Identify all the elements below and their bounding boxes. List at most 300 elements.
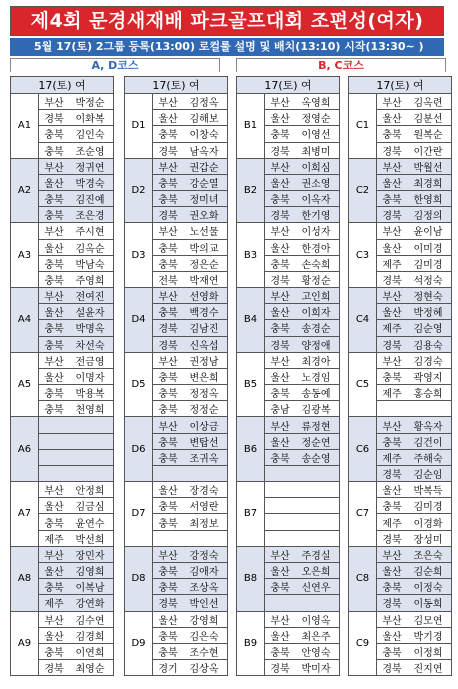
player-row <box>377 240 451 256</box>
player-row <box>153 547 227 563</box>
player-region: 충북 <box>158 647 178 659</box>
player-name: 이창숙 <box>189 130 219 142</box>
player-row <box>153 385 227 401</box>
player-region: 부산 <box>382 421 402 433</box>
player-name: 이정희 <box>413 647 443 659</box>
player-name: 김정의 <box>413 211 443 223</box>
player-name: 김건이 <box>413 437 443 449</box>
player-row <box>153 191 227 207</box>
player-name: 조순영 <box>75 146 105 158</box>
player-region: 경북 <box>270 664 290 676</box>
player-row <box>377 531 451 546</box>
player-region: 충북 <box>44 389 64 401</box>
player-name: 선영화 <box>189 292 219 304</box>
player-name: 이상금 <box>189 421 219 433</box>
player-name: 권소영 <box>301 178 331 190</box>
player-row <box>377 353 451 369</box>
player-row <box>153 320 227 336</box>
player-name: 김옥순 <box>75 243 105 255</box>
player-row <box>377 612 451 628</box>
player-region: 제주 <box>44 599 64 611</box>
player-name: 김모연 <box>413 615 443 627</box>
player-name: 박정혜 <box>413 308 443 320</box>
group-name: C7 <box>349 482 377 546</box>
player-region: 충북 <box>270 389 290 401</box>
player-region: 부산 <box>270 98 290 110</box>
player-name: 최영순 <box>75 664 105 676</box>
player-name: 손숙희 <box>301 259 331 271</box>
player-row <box>377 175 451 191</box>
group-block <box>10 482 114 547</box>
player-row <box>153 660 227 675</box>
group-name: D1 <box>125 94 153 158</box>
player-row <box>153 126 227 142</box>
player-region: 부산 <box>270 162 290 174</box>
player-row <box>377 482 451 498</box>
player-name: 노선물 <box>189 227 219 239</box>
player-region: 제주 <box>44 534 64 546</box>
player-row <box>153 595 227 610</box>
player-row <box>377 579 451 595</box>
player-region: 충북 <box>270 453 290 465</box>
player-region: 충북 <box>158 583 178 595</box>
player-row <box>39 466 113 481</box>
player-name: 남옥자 <box>189 146 219 158</box>
player-region: 울산 <box>44 631 64 643</box>
group-block <box>124 417 228 482</box>
player-row <box>153 417 227 433</box>
group-block <box>10 223 114 288</box>
group-block <box>124 223 228 288</box>
player-region: 충북 <box>158 373 178 384</box>
player-row <box>39 256 113 272</box>
player-name: 이명자 <box>75 373 105 384</box>
group-block <box>348 547 452 612</box>
player-name: 박명옥 <box>75 324 105 336</box>
player-name: 김분선 <box>413 114 443 126</box>
player-row <box>377 417 451 433</box>
group-block <box>124 94 228 159</box>
player-region: 부산 <box>382 98 402 110</box>
group-name: B3 <box>237 223 265 287</box>
player-name: 윤연수 <box>75 518 105 530</box>
player-row <box>153 628 227 644</box>
player-row <box>265 644 339 660</box>
group-name: A5 <box>11 353 39 417</box>
player-name: 노경임 <box>301 373 331 384</box>
player-name: 천영희 <box>75 405 105 417</box>
player-region: 충북 <box>382 502 402 514</box>
player-row <box>39 401 113 416</box>
player-row <box>153 207 227 222</box>
player-name: 정순연 <box>301 437 331 449</box>
player-name: 최병미 <box>301 146 331 158</box>
player-region: 경북 <box>44 114 64 126</box>
group-column <box>348 76 452 676</box>
player-row <box>39 660 113 675</box>
player-name: 김경숙 <box>413 356 443 368</box>
column-header: 17(토) 여 <box>348 76 452 94</box>
player-row <box>39 207 113 222</box>
player-row <box>265 304 339 320</box>
player-name: 주영희 <box>75 275 105 287</box>
player-name: 김해보 <box>189 114 219 126</box>
player-region: 충북 <box>382 437 402 449</box>
player-row <box>153 94 227 110</box>
group-block <box>10 159 114 224</box>
player-name: 전여진 <box>75 292 105 304</box>
group-name: C4 <box>349 288 377 352</box>
player-region: 부산 <box>382 615 402 627</box>
player-row <box>377 159 451 175</box>
player-region: 부산 <box>270 227 290 239</box>
group-block <box>348 288 452 353</box>
player-name: 권오화 <box>189 211 219 223</box>
group-name: D5 <box>125 353 153 417</box>
player-name: 최경아 <box>301 356 331 368</box>
player-region: 부산 <box>158 356 178 368</box>
player-row <box>153 353 227 369</box>
player-region: 충북 <box>158 243 178 255</box>
group-block <box>236 94 340 159</box>
group-block <box>10 353 114 418</box>
player-region: 울산 <box>44 373 64 384</box>
player-row <box>265 191 339 207</box>
player-name: 변은희 <box>189 373 219 384</box>
player-region: 부산 <box>44 162 64 174</box>
player-name: 이영선 <box>301 130 331 142</box>
player-region: 부산 <box>158 162 178 174</box>
player-row <box>265 434 339 450</box>
player-name: 송동예 <box>301 389 331 401</box>
player-region: 경북 <box>270 275 290 287</box>
player-region: 경북 <box>382 534 402 546</box>
player-region: 충북 <box>270 195 290 207</box>
player-name: 한영희 <box>413 195 443 207</box>
player-name: 조상옥 <box>189 583 219 595</box>
player-region: 울산 <box>158 615 178 627</box>
group-name: C3 <box>349 223 377 287</box>
player-row <box>265 563 339 579</box>
group-block <box>236 547 340 612</box>
player-region: 울산 <box>158 486 178 498</box>
player-name: 한경아 <box>301 243 331 255</box>
player-name: 권정남 <box>189 356 219 368</box>
player-row <box>39 531 113 546</box>
player-row <box>39 191 113 207</box>
player-region: 부산 <box>382 356 402 368</box>
player-row <box>265 401 339 416</box>
player-region: 충북 <box>44 583 64 595</box>
group-block <box>236 288 340 353</box>
player-region: 부산 <box>44 486 64 498</box>
group-block <box>348 417 452 482</box>
player-row <box>153 369 227 385</box>
group-name: A7 <box>11 482 39 546</box>
player-name: 박재연 <box>189 275 219 287</box>
player-name: 박기경 <box>413 631 443 643</box>
player-row <box>153 498 227 514</box>
player-name: 이옥자 <box>301 195 331 207</box>
player-name: 한기영 <box>301 211 331 223</box>
player-name: 이경화 <box>413 518 443 530</box>
player-row <box>265 450 339 466</box>
player-row <box>153 644 227 660</box>
player-region: 울산 <box>382 486 402 498</box>
player-row <box>153 401 227 416</box>
player-row <box>377 369 451 385</box>
player-row <box>39 547 113 563</box>
player-row <box>377 660 451 675</box>
player-row <box>265 110 339 126</box>
player-row <box>265 320 339 336</box>
group-name: A1 <box>11 94 39 158</box>
player-region: 충북 <box>44 259 64 271</box>
group-name: B7 <box>237 482 265 546</box>
player-name: 옥영희 <box>301 98 331 110</box>
player-region: 충북 <box>158 405 178 417</box>
group-name: B1 <box>237 94 265 158</box>
player-name: 박용복 <box>75 389 105 401</box>
group-block <box>348 94 452 159</box>
player-region: 울산 <box>382 178 402 190</box>
player-name: 고인희 <box>301 292 331 304</box>
player-region: 경북 <box>382 470 402 482</box>
group-block <box>236 353 340 418</box>
player-row <box>39 288 113 304</box>
player-row <box>39 272 113 287</box>
page-title: 제4회 문경새재배 파크골프대회 조편성(여자) <box>10 6 444 36</box>
player-row <box>39 579 113 595</box>
player-region: 충북 <box>44 195 64 207</box>
player-name: 김미경 <box>413 259 443 271</box>
player-row <box>39 514 113 530</box>
group-block <box>348 159 452 224</box>
player-row <box>265 660 339 675</box>
player-name: 신연우 <box>301 583 331 595</box>
player-row <box>265 126 339 142</box>
player-row <box>39 612 113 628</box>
player-region: 충북 <box>382 583 402 595</box>
player-name: 박경숙 <box>75 178 105 190</box>
player-name: 김순영 <box>413 324 443 336</box>
group-name: C9 <box>349 612 377 676</box>
player-region: 부산 <box>270 292 290 304</box>
player-region: 충북 <box>158 453 178 465</box>
player-row <box>265 94 339 110</box>
player-region: 충북 <box>382 130 402 142</box>
player-region: 부산 <box>44 615 64 627</box>
player-row <box>377 272 451 287</box>
player-name: 주시현 <box>75 227 105 239</box>
player-row <box>265 385 339 401</box>
group-name: D6 <box>125 417 153 481</box>
group-name: A2 <box>11 159 39 223</box>
player-region: 울산 <box>270 178 290 190</box>
player-name: 박의교 <box>189 243 219 255</box>
player-row <box>153 256 227 272</box>
player-name: 홍승희 <box>413 389 443 401</box>
player-name: 이정숙 <box>413 583 443 595</box>
player-region: 울산 <box>270 373 290 384</box>
player-name: 김옥련 <box>413 98 443 110</box>
player-name: 강정숙 <box>189 550 219 562</box>
player-row <box>153 272 227 287</box>
player-region: 부산 <box>158 227 178 239</box>
player-name: 김인숙 <box>75 130 105 142</box>
player-row <box>265 369 339 385</box>
player-region: 충북 <box>158 308 178 320</box>
group-block <box>124 288 228 353</box>
player-row <box>265 288 339 304</box>
player-name: 황정순 <box>301 275 331 287</box>
player-region: 충북 <box>382 195 402 207</box>
player-row <box>153 288 227 304</box>
group-name: C6 <box>349 417 377 481</box>
player-region: 울산 <box>44 567 64 579</box>
player-name: 이희자 <box>301 308 331 320</box>
player-row <box>265 175 339 191</box>
course-label-bc: B, C코스 <box>236 58 446 72</box>
player-row <box>153 450 227 466</box>
player-row <box>377 94 451 110</box>
player-region: 충북 <box>158 437 178 449</box>
group-block <box>236 482 340 547</box>
player-row <box>377 288 451 304</box>
group-block <box>348 612 452 677</box>
player-region: 울산 <box>44 178 64 190</box>
player-region: 경북 <box>158 146 178 158</box>
player-row <box>377 644 451 660</box>
player-name: 김진예 <box>75 195 105 207</box>
player-row <box>377 304 451 320</box>
column-header: 17(토) 여 <box>10 76 114 94</box>
player-row <box>153 223 227 239</box>
player-name: 송순영 <box>301 453 331 465</box>
schedule-banner: 5월 17(토) 2그룹 등록(13:00) 로컬룰 설명 및 배치(13:10) 시작(13:30~ ) <box>10 38 444 56</box>
player-row <box>265 579 339 595</box>
player-name: 원복순 <box>413 130 443 142</box>
player-row <box>377 450 451 466</box>
player-name: 박정순 <box>75 98 105 110</box>
player-row <box>377 256 451 272</box>
group-block <box>348 353 452 418</box>
player-region: 제주 <box>382 259 402 271</box>
group-block <box>124 612 228 677</box>
player-region: 경북 <box>382 275 402 287</box>
player-region: 부산 <box>158 421 178 433</box>
group-name: B9 <box>237 612 265 676</box>
player-region: 제주 <box>382 389 402 401</box>
player-row <box>377 223 451 239</box>
player-row <box>377 207 451 222</box>
player-name: 김수연 <box>75 615 105 627</box>
player-row <box>153 466 227 481</box>
player-name: 장경숙 <box>189 486 219 498</box>
player-region: 충북 <box>158 567 178 579</box>
player-row <box>265 337 339 352</box>
player-region: 부산 <box>382 162 402 174</box>
player-name: 강영희 <box>189 615 219 627</box>
player-region: 제주 <box>382 324 402 336</box>
player-row <box>265 353 339 369</box>
player-name: 박미자 <box>301 664 331 676</box>
player-row <box>265 159 339 175</box>
group-block <box>236 223 340 288</box>
player-region: 충북 <box>270 324 290 336</box>
player-name: 장민자 <box>75 550 105 562</box>
group-name: B6 <box>237 417 265 481</box>
player-row <box>265 482 339 498</box>
player-name: 정정순 <box>189 405 219 417</box>
group-name: C1 <box>349 94 377 158</box>
player-row <box>153 240 227 256</box>
course-label-ad: A, D코스 <box>10 58 220 72</box>
group-block <box>348 482 452 547</box>
player-row <box>265 595 339 610</box>
player-name: 김순임 <box>413 470 443 482</box>
player-name: 김정옥 <box>189 98 219 110</box>
player-row <box>39 434 113 450</box>
player-row <box>153 159 227 175</box>
player-name: 김광복 <box>301 405 331 417</box>
player-region: 부산 <box>382 227 402 239</box>
player-region: 경북 <box>382 599 402 611</box>
player-row <box>265 547 339 563</box>
player-name: 차선숙 <box>75 340 105 352</box>
player-name: 정영순 <box>301 114 331 126</box>
player-name: 김경희 <box>75 631 105 643</box>
player-name: 서영란 <box>189 502 219 514</box>
group-name: A8 <box>11 547 39 611</box>
player-region: 부산 <box>270 550 290 562</box>
player-row <box>377 385 451 401</box>
player-region: 울산 <box>382 567 402 579</box>
player-row <box>39 417 113 433</box>
player-name: 안영숙 <box>301 647 331 659</box>
group-name: D4 <box>125 288 153 352</box>
group-block <box>236 417 340 482</box>
group-column <box>236 76 340 676</box>
player-region: 경북 <box>158 324 178 336</box>
player-region: 부산 <box>44 356 64 368</box>
player-row <box>39 353 113 369</box>
group-block <box>348 223 452 288</box>
player-row <box>153 612 227 628</box>
player-row <box>39 110 113 126</box>
player-row <box>39 369 113 385</box>
player-region: 충북 <box>44 211 64 223</box>
player-row <box>153 482 227 498</box>
player-row <box>39 143 113 158</box>
player-row <box>265 143 339 158</box>
player-name: 김영희 <box>75 567 105 579</box>
group-name: B4 <box>237 288 265 352</box>
player-row <box>377 547 451 563</box>
player-region: 울산 <box>270 243 290 255</box>
player-row <box>265 498 339 514</box>
player-region: 경북 <box>382 664 402 676</box>
player-row <box>265 612 339 628</box>
player-name: 김애자 <box>189 567 219 579</box>
player-region: 충북 <box>158 178 178 190</box>
player-row <box>377 191 451 207</box>
player-region: 울산 <box>158 114 178 126</box>
group-column <box>10 76 114 676</box>
player-row <box>265 514 339 530</box>
player-region: 충북 <box>158 389 178 401</box>
player-region: 경북 <box>270 211 290 223</box>
